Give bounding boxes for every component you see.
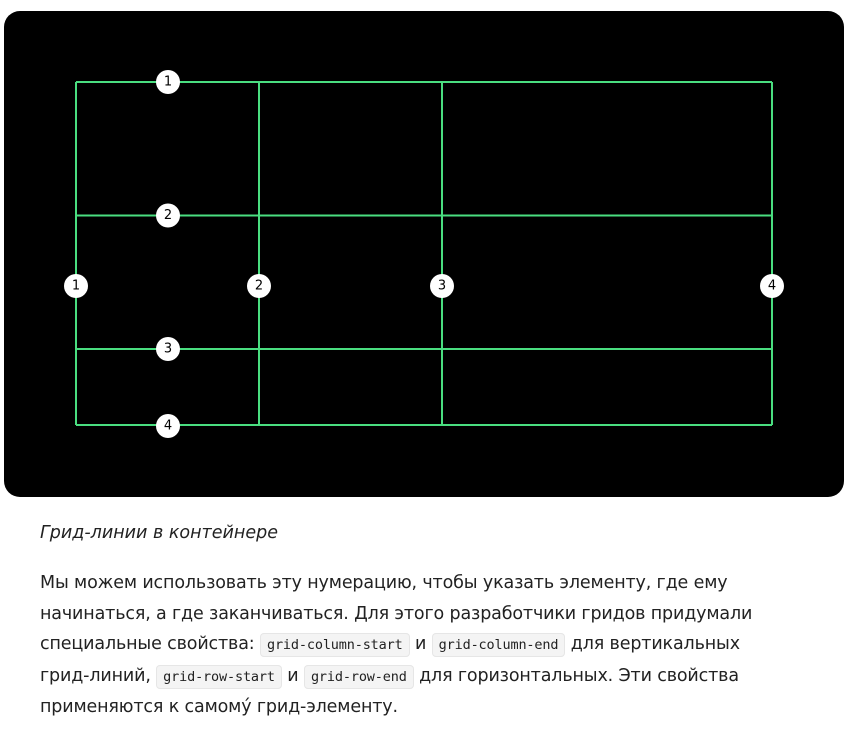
- row-line-marker-1: [156, 70, 180, 94]
- column-line-marker-3: [430, 274, 454, 298]
- row-line-marker-2: [156, 204, 180, 228]
- paragraph-line-4-suffix: для горизонтальных. Эти свойства: [419, 665, 739, 686]
- code-grid-row-end: grid-row-end: [304, 665, 414, 689]
- paragraph-line-1: Мы можем использовать эту нумерацию, чтобы указать элементу, где ему: [40, 573, 728, 593]
- code-grid-column-start: grid-column-start: [260, 633, 410, 657]
- paragraph-line-4-prefix: грид-линий,: [40, 665, 151, 686]
- code-grid-column-end: grid-column-end: [432, 633, 566, 657]
- column-line-number-2: 2: [254, 278, 264, 294]
- column-line-marker-4: [760, 274, 784, 298]
- row-line-number-1: 1: [163, 74, 173, 90]
- column-line-number-3: 3: [437, 278, 447, 294]
- figure-caption: Грид-линии в контейнере: [40, 523, 278, 543]
- body-paragraph: [40, 568, 820, 723]
- row-line-marker-3: [156, 337, 180, 361]
- conjunction-2: и: [287, 665, 299, 686]
- paragraph-line-3-prefix: специальные свойства:: [40, 634, 255, 654]
- row-line-number-4: 4: [163, 418, 173, 434]
- row-line-number-2: 2: [163, 208, 173, 223]
- column-line-number-4: 4: [767, 278, 777, 294]
- paragraph-line-2: начинаться, а где заканчиваться. Для этого разработчики гридов придумали: [40, 603, 753, 624]
- paragraph-line-3-suffix: для вертикальных: [570, 634, 740, 654]
- grid-lines: [76, 82, 772, 425]
- column-line-marker-1: [64, 274, 88, 298]
- code-grid-row-start: grid-row-start: [156, 665, 282, 689]
- row-line-marker-4: [156, 414, 180, 438]
- grid-lines-svg: [4, 11, 844, 497]
- column-line-marker-2: [247, 274, 271, 298]
- conjunction-1: и: [415, 634, 427, 654]
- grid-lines-diagram: [4, 11, 844, 497]
- row-line-number-3: 3: [163, 341, 173, 357]
- column-line-number-1: 1: [71, 278, 81, 294]
- paragraph-line-5: применяются к самомý грид-элементу.: [40, 697, 398, 717]
